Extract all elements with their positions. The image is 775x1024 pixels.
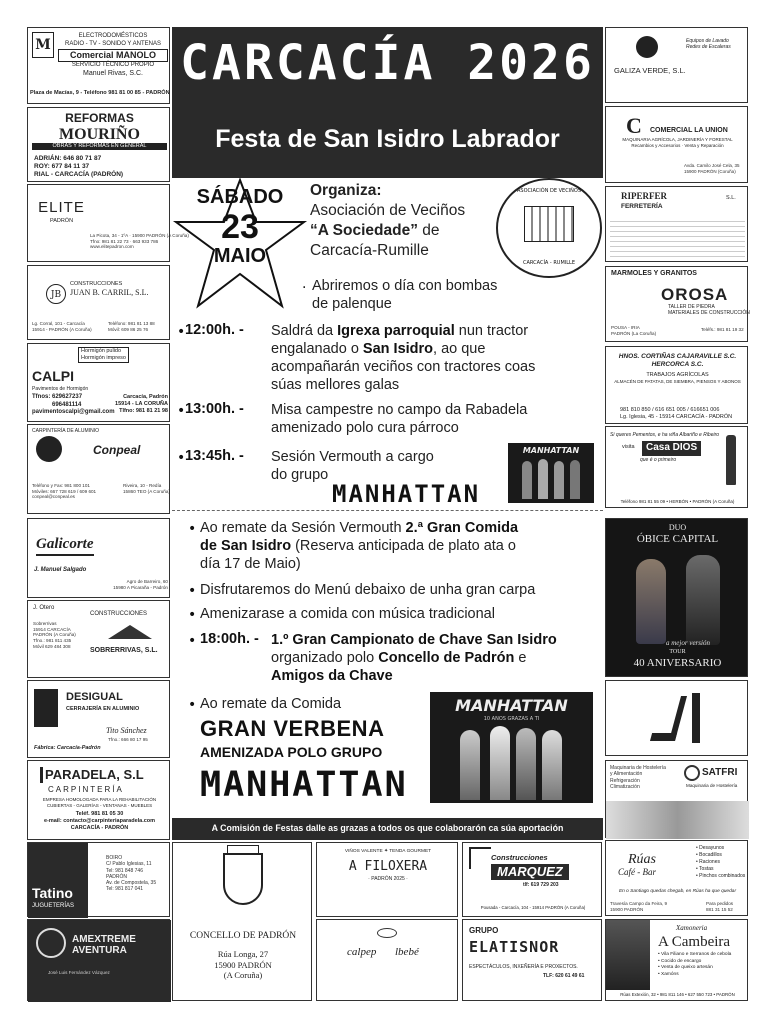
kneeling-figure-icon — [650, 696, 687, 741]
ad-calpi — [27, 343, 170, 422]
desigual-name: DESIGUAL — [66, 691, 123, 703]
t4-bold-amigos: Amigos da Chave — [271, 668, 393, 684]
galiza-tag2: Redes de Escaleras — [686, 44, 731, 51]
union-addr2: 15900 PADRÓN (Coruña) — [684, 168, 736, 174]
band-photo-large-sub: 10 ANOS GRAZAS A TI — [483, 716, 540, 722]
t1-bold-sanisidro: San Isidro — [362, 341, 434, 357]
casadios-addr: Teléfono 981 81 55 09 • HERBÓN • PADRÓN (A Coruña) — [620, 499, 735, 504]
ad-elite — [27, 184, 189, 262]
b1-text-b: (Reserva anticipada de plato ata o — [291, 538, 516, 554]
desigual-fab: Fábrica: Carcacía-Padrón — [34, 745, 101, 751]
cortinas-line1: HNOS. CORTIÑAS CAJARAVILLE S.C. — [618, 353, 737, 360]
carril-tel2: Móvil: 609 86 25 76 — [108, 326, 149, 332]
manolo-line2: RADIO - TV - SONIDO Y ANTENAS — [64, 40, 162, 47]
ruas-item: • Pinchos combinados — [696, 873, 746, 879]
header-banner — [172, 27, 603, 178]
thanks-bar — [172, 818, 603, 840]
t1-text-e: acompañarán veciños con tractores coas — [271, 359, 536, 375]
conpeal-logo-icon — [36, 436, 62, 462]
orosa-sub: TALLER DE PIEDRA — [668, 304, 715, 310]
date-day: SÁBADO — [196, 186, 284, 208]
b1-text-a: Ao remate da Sesión Vermouth — [200, 520, 406, 536]
t4-text-a: organizado polo — [271, 650, 379, 666]
page-subtitle: Festa de San Isidro Labrador — [215, 125, 560, 153]
mourino-line2: OBRAS Y REFORMAS EN GENERAL — [32, 143, 167, 150]
desigual-owner: Tito Sánchez — [106, 726, 147, 735]
orosa-addr1: POUSA - IRIA — [611, 325, 640, 330]
marquez-line1: Construcciones — [491, 853, 548, 862]
organiza-line2-rest: de — [417, 222, 440, 239]
paradela-line2: EMPRESA HOMOLOGADA PARA LA REHABILITACIÓN — [42, 797, 157, 802]
tatino-a5: Av. de Compostela, 35 — [106, 880, 157, 886]
calpi-line1: Hormigón pulido — [81, 348, 122, 354]
satfri-line3: Refrigeración — [610, 777, 640, 784]
ad-desigual — [27, 680, 170, 758]
ad-comercial-la-union: C COMERCIAL LA UNION MAQUINARIA AGRÍCOLA, JARDINERÍA Y FORESTAL Recambios y Accesorios · Venta y Reparación Avda. Camilo José Cela, 35 15900 PADRÓN (Coruña) — [605, 106, 748, 183]
galicorte-addr: Agro de Barreiro, 60 — [126, 579, 168, 584]
cambeira-item: • Venta de queixo artesán — [658, 965, 713, 970]
elatisnor-name: ELATISNOR — [469, 938, 560, 956]
ad-juan-carril — [27, 265, 170, 340]
cambeira-item: • Xamóns — [658, 971, 679, 977]
t1-text-b: nun tractor — [454, 323, 529, 339]
desigual-logo-icon — [34, 689, 58, 727]
carril-addr2: 15914 - PADRÓN (A Coruña) — [32, 326, 92, 332]
ruas-sub: Café - Bar — [618, 867, 656, 877]
calpep-name2: lbebé — [395, 946, 419, 958]
riperfer-suffix: S.L. — [726, 195, 736, 201]
b1-bold-comida: 2.ª Gran Comida — [405, 520, 519, 536]
ad-comercial-manolo — [27, 27, 170, 104]
padron-a1: Rúa Longa, 27 — [217, 948, 269, 959]
ad-amextreme — [27, 919, 170, 1001]
galicorte-name: Galicorte — [36, 535, 94, 556]
satfri-line2: y Alimentación — [610, 771, 643, 778]
satfri-name: SATFRI — [702, 767, 738, 778]
b1-text-c: día 17 de Maio) — [200, 556, 301, 572]
band-photo-large-title: MANHATTAN — [455, 696, 568, 715]
ad-paradela — [27, 760, 170, 840]
riperfer-sub: FERRETERÍA — [621, 203, 663, 210]
t1-text-c: engalanado o — [271, 341, 363, 357]
ad-cortinas — [605, 346, 748, 424]
mourino-address: RIAL - CARCACÍA (PADRÓN) — [34, 171, 124, 179]
singer-figure-2 — [686, 555, 720, 645]
casadios-line2: visita — [622, 444, 635, 450]
cambeira-item: • Cocido de encargo — [658, 958, 702, 964]
obice-line4: 40 ANIVERSARIO — [633, 656, 722, 669]
union-line2: Recambios y Accesorios · Venta y Reparación — [631, 142, 724, 148]
tatino-sub: JUGUETERÍAS — [32, 903, 75, 909]
manolo-name: Comercial MANOLO — [58, 49, 168, 62]
sobrerrivas-a4: Tfno.: 981 811 435 — [33, 638, 72, 644]
time-18: 18:00h. - — [200, 631, 259, 647]
sobrerrivas-name: SOBRERRIVAS, S.L. — [90, 647, 158, 654]
cambeira-addr: Rúas Extexión, 32 • 981 811 146 • 627 550 723 • PADRÓN — [620, 992, 735, 997]
elite-sub: PADRÓN — [49, 217, 74, 224]
b2-text: Disfrutaremos do Menú debaixo de unha gran carpa — [200, 582, 536, 598]
carril-name: JUAN B. CARRIL, S.L. — [70, 287, 149, 297]
calpi-addr3: Tlfno: 981 81 21 98 — [119, 407, 168, 414]
tatino-a1: BOIRO — [106, 855, 123, 861]
manolo-line4: Manuel Rivas, S.C. — [83, 69, 143, 77]
ad-galicorte — [27, 518, 170, 598]
manolo-address: Plaza de Macías, 9 - Teléfono 981 81 00 85 - PADRÓN — [30, 90, 170, 96]
mourino-phone1: ADRIÁN: 646 80 71 87 — [34, 155, 102, 162]
t4-bold-campionato: 1.º Gran Campionato de Chave San Isidro — [271, 632, 557, 648]
t1-text-d: , ao que — [433, 341, 486, 357]
amextreme-owner: José Luis Fernández Vázquez — [48, 970, 110, 975]
riperfer-name: RIPERFER — [621, 191, 668, 201]
galiza-name: GALIZA VERDE, S.L. — [614, 66, 686, 75]
galiza-tag1: Equipos de Lavado — [686, 38, 729, 44]
t4-text-b: e — [514, 650, 527, 666]
ad-riperfer — [605, 186, 748, 262]
t1-bold-igrexa: Igrexa parroquial — [337, 323, 455, 339]
b3-text: Amenizarase a comida con música tradicional — [200, 606, 495, 622]
carril-addr1: Lg. Corral, 101 - Carcacía — [32, 321, 85, 326]
obice-line1: DUO — [668, 523, 687, 532]
calpi-sub: Pavimentos de Hormigón — [32, 385, 89, 392]
tatino-a6: Tel: 981 817 041 — [106, 886, 143, 893]
association-seal — [496, 178, 602, 278]
ruas-addr: Travesía Campo da Feira, 9 — [610, 901, 668, 906]
sobrerrivas-a2: 15914 CARCACÍA — [33, 626, 71, 632]
cambeira-line1: Xamoneria — [676, 924, 708, 932]
tatino-a2: C/ Pablo Iglesias, 11 — [106, 861, 152, 868]
ad-sobrerrivas — [27, 600, 170, 678]
union-line1: MAQUINARIA AGRÍCOLA, JARDINERÍA Y FORESTAL — [622, 137, 733, 142]
ruas-item: • Desayunos — [696, 845, 725, 851]
ad-satfri — [605, 760, 748, 838]
ruas-tel: Para pedidos — [706, 901, 734, 906]
elatisnor-sub: ESPECTÁCULOS, INXEÑERÍA E PROXECTOS. — [469, 964, 578, 970]
cortinas-tel: 981 810 850 / 616 651 005 / 616651 006 — [620, 407, 720, 413]
calpi-line2: Hormigón impreso — [81, 354, 126, 361]
ad-grupo-elatisnor — [462, 919, 602, 1001]
manolo-logo-icon: M — [32, 32, 54, 58]
union-name: COMERCIAL LA UNION — [650, 127, 728, 134]
paradela-mail: e-mail: contacto@carpinteriaparadela.com — [43, 817, 156, 824]
sobrerrivas-a5: Móvil 629 484 308 — [33, 643, 71, 649]
ruas-tel2: 881 31 15 52 — [706, 906, 733, 912]
t4-bold-concello: Concello de Padrón — [378, 650, 515, 666]
section-divider — [172, 510, 603, 511]
elatisnor-line1: GRUPO — [469, 926, 499, 935]
cortinas-line4: ALMACÉN DE PATATAS, DE SIEMBRA, PIENSOS Y ABONOS — [614, 379, 741, 385]
date-num: 23 — [221, 208, 259, 246]
elite-line1: La Picota, 34 - 1ºA · 15900 PADRÓN (A Coruña) — [90, 233, 189, 238]
elite-name: ELITE — [38, 199, 85, 216]
satfri-line5: Maquinaria de Hostelería — [686, 783, 738, 788]
date-month: MAIO — [213, 245, 267, 267]
organiza-line3: Carcacía-Rumille — [310, 242, 429, 259]
seal-top: ASOCIACIÓN DE VECIÑOS — [516, 188, 582, 194]
sobrerrivas-owner: J. Otero — [33, 605, 55, 611]
band-photo-large — [430, 692, 593, 803]
satfri-logo-icon — [684, 765, 700, 781]
marquez-tel: tlf: 619 729 203 — [523, 882, 559, 888]
obice-line3: TOUR — [669, 649, 686, 655]
wine-bottle-icon — [726, 435, 736, 485]
cambeira-items — [658, 952, 731, 978]
thanks-text: A Comisión de Festas dalle as grazas a todos os que colaborarón ca súa aportación — [211, 823, 564, 833]
casadios-line1: Si queres Pementos, e ha viña Albariño e Ribeiro — [610, 432, 720, 438]
crane-icon — [469, 847, 491, 869]
house-building-icon — [524, 206, 574, 242]
paradela-tel: Teléf. 981 81 05 30 — [75, 811, 124, 817]
verbena-title: GRAN VERBENA — [200, 716, 385, 741]
paradela-line1: CARPINTERÍA — [48, 785, 124, 794]
ad-reformas-mourino — [27, 107, 170, 182]
padron-a3: (A Coruña) — [223, 970, 263, 981]
ad-a-filoxera — [316, 842, 458, 917]
carril-logo-icon: JB — [46, 284, 66, 304]
conpeal-name: Conpeal — [93, 443, 141, 457]
obice-line2: a mejor versión — [666, 639, 710, 647]
satfri-line1: Maquinaria de Hostelería — [610, 765, 666, 771]
conpeal-addr2: 15860 TEO (A Coruña) — [123, 488, 170, 494]
calpep-name: calpep — [347, 946, 377, 958]
marquez-name: MARQUEZ — [491, 864, 569, 880]
ruas-items — [696, 845, 745, 880]
orosa-line1: MARMOLES Y GRANITOS — [611, 270, 697, 277]
ruas-city: 15900 PADRÓN — [610, 906, 644, 912]
t2-text-a: Misa campestre no campo da Rabadela — [271, 402, 528, 418]
casadios-name: Casa DIOS — [642, 441, 701, 456]
elatisnor-tel: TLF: 620 61 49 61 — [543, 973, 585, 979]
ad-a-cambeira — [605, 919, 748, 1001]
ad-conpeal — [27, 424, 170, 514]
organiza-line1: Asociación de Veciños — [310, 202, 466, 219]
crown-icon — [227, 845, 259, 853]
mourino-name: MOURIÑO — [59, 126, 140, 143]
filoxera-top: VIÑOS VALENTE ✦ TENDA GOURMET — [344, 849, 432, 854]
paradela-line3: CUBIERTAS - GALERÍAS - VENTANAS - MUEBLES — [46, 802, 153, 808]
tatino-name: Tatino — [32, 885, 73, 901]
calpi-name: CALPI — [32, 368, 74, 384]
calpi-mail: pavimentoscalpi@gmail.com — [32, 409, 115, 415]
conpeal-addr: Riveira, 10 - Redía — [123, 483, 162, 488]
paradela-addr: CARCACÍA - PADRÓN — [70, 824, 129, 831]
ruas-item: • Tostas — [696, 866, 714, 872]
band-photo-small-title: MANHATTAN — [522, 446, 580, 455]
band-photo-small — [508, 443, 594, 503]
filoxera-sub: · PADRÓN 2025 · — [368, 876, 408, 882]
bow-icon — [377, 928, 397, 938]
ad-calpep-bebe — [316, 919, 458, 1001]
b1-bold-sanisidro: de San Isidro — [200, 538, 292, 554]
ad-ruas-cafe — [605, 840, 748, 916]
organiza-quoted: “A Sociedade” — [310, 222, 418, 239]
verbena-sub: AMENIZADA POLO GRUPO — [200, 744, 383, 760]
marquez-addr: Pousada - Carcacía, 104 - 15914 PADRÓN (A Coruña) — [480, 905, 586, 910]
page-title: CARCACÍA 2026 — [180, 35, 595, 91]
manolo-line3: SERVICIO TÉCNICO PROPIO — [71, 62, 155, 69]
time-1345: 13:45h. - — [185, 448, 244, 464]
carril-tel1: Teléfono: 981 81 13 88 — [108, 321, 155, 326]
t1-text-f: súas mellores galas — [271, 377, 400, 393]
orosa-sub2: MATERIALES DE CONSTRUCCIÓN — [668, 310, 750, 317]
conpeal-tel: Teléfono y Fax: 981 800 101 — [32, 483, 90, 488]
conpeal-mail: conpeal@conpeal.es — [32, 494, 75, 500]
cortinas-line2: HERCORCA S.C. — [651, 361, 704, 369]
band-name-1: MANHATTAN — [332, 480, 481, 508]
mourino-line1: REFORMAS — [65, 111, 134, 125]
calpi-addr2: 15914 - LA CORUÑA — [115, 400, 168, 407]
pillar-icon — [692, 693, 700, 743]
ad-kneeling-logo — [605, 680, 748, 756]
intro-line1: Abriremos o día con bombas — [312, 278, 498, 294]
tatino-a3: Tel: 981 848 746 — [106, 867, 143, 874]
t3-text-a: Sesión Vermouth a cargo — [271, 449, 434, 465]
padron-name: CONCELLO DE PADRÓN — [189, 931, 297, 941]
cambeira-name: A Cambeira — [658, 934, 731, 950]
sobrerrivas-line1: CONSTRUCCIONES — [90, 611, 148, 617]
tatino-a4: PADRÓN — [106, 873, 128, 880]
obice-name: ÓBICE CAPITAL — [636, 533, 719, 545]
coat-of-arms-icon — [223, 853, 263, 905]
casadios-line3: que é o primeiro — [640, 457, 677, 463]
ruas-item: • Raciones — [696, 859, 720, 865]
seal-bottom: CARCACÍA - RUMILLE — [523, 260, 575, 266]
union-addr1: Avda. Camilo José Cela, 35 — [684, 163, 740, 168]
ruas-name: Rúas — [628, 852, 656, 867]
t2-text-b: amenizado polo cura párroco — [271, 420, 459, 436]
ad-tatino — [27, 842, 170, 917]
t3-text-b: do grupo — [271, 467, 329, 483]
leaf-icon — [636, 36, 658, 58]
band-name-2: MANHATTAN — [200, 765, 408, 805]
orosa-name: OROSA — [661, 285, 729, 304]
house-icon — [108, 625, 152, 639]
calpi-tel: Tfnos: 629627237 — [32, 394, 83, 400]
ad-galiza-verde — [605, 27, 748, 103]
cambeira-item: • Vila Filiano e Serranos de cebola — [658, 952, 732, 957]
padron-a2: 15900 PADRÓN — [214, 959, 272, 970]
elite-line3: www.elitepadron.com — [90, 244, 134, 250]
manolo-line1: ELECTRODOMÉSTICOS — [78, 33, 148, 39]
compass-icon — [36, 928, 66, 958]
elite-line2: Tfno: 981 81 22 73 · 663 933 786 — [90, 238, 159, 244]
satfri-line4: Climatización — [610, 783, 640, 790]
cortinas-addr: Lg. Iglesia, 45 - 15914 CARCACÍA - PADRÓN — [620, 413, 733, 420]
paradela-name: PARADELA, S.L — [40, 767, 144, 783]
galicorte-city: 15980 A Picaraña - Padrón — [113, 584, 168, 590]
sobrerrivas-a1: Sobrerrivas — [33, 621, 57, 626]
calpi-addr1: Carcacía, Padrón — [123, 394, 168, 400]
time-12: 12:00h. - — [185, 322, 244, 338]
organiza-label: Organiza: — [310, 182, 382, 199]
carril-line1: CONSTRUCCIONES — [70, 281, 123, 287]
conpeal-line1: CARPINTERÍA DE ALUMINIO — [32, 428, 99, 434]
desigual-tel: Tfno.: 666 80 17 95 — [108, 737, 148, 742]
ad-concello-padron — [172, 842, 312, 1001]
orosa-tel: Teléfs.: 981 81 19 32 — [701, 327, 744, 332]
conpeal-mob: Móviles: 667 728 619 / 609 601 — [32, 488, 97, 494]
filoxera-name: A FILOXERA — [348, 859, 428, 874]
ad-orosa — [605, 266, 748, 342]
ruas-item: • Bocadillos — [696, 852, 722, 858]
ad-casa-dios — [605, 426, 748, 508]
singer-figure-1 — [636, 559, 666, 644]
t1-text-a: Saldrá da — [271, 323, 338, 339]
b4-text: Ao remate da Comida — [200, 696, 342, 712]
cortinas-line3: TRABAJOS AGRÍCOLAS — [646, 372, 709, 379]
galicorte-owner: J. Manuel Salgado — [34, 567, 87, 573]
mourino-phone2: ROY: 677 84 11 37 — [34, 163, 90, 171]
intro-line2: de palenque — [312, 296, 392, 312]
ad-construcciones-marquez — [462, 842, 602, 917]
ruas-line1: En o Santiago quedas chegab, en Rúas ha que quedar — [618, 889, 737, 894]
amextreme-name: AMEXTREME AVENTURA — [72, 934, 136, 956]
sobrerrivas-a3: PADRÓN (A Coruña) — [33, 632, 76, 638]
time-13: 13:00h. - — [185, 401, 244, 417]
desigual-line1: CERRAJERÍA EN ALUMINIO — [66, 706, 140, 712]
orosa-addr2: PADRÓN (La Coruña) — [611, 330, 657, 336]
ad-obice-capital — [605, 518, 748, 677]
calpi-tel2: 696481114 — [52, 401, 82, 408]
